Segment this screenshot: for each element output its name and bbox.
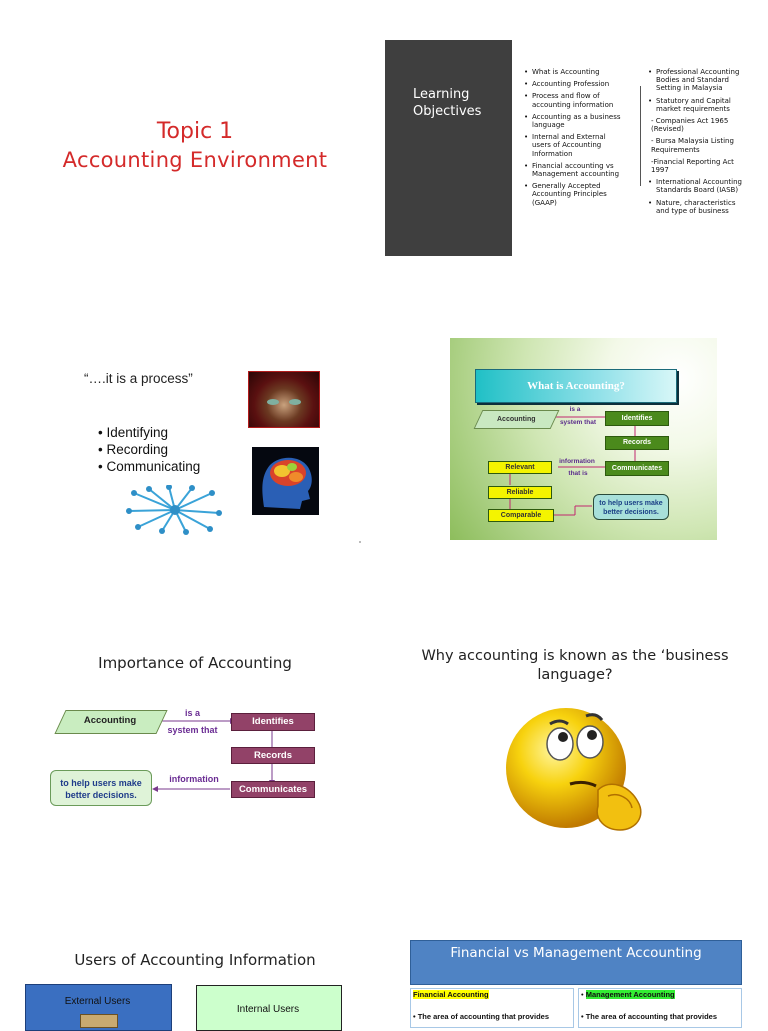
identifies-box: Identifies: [231, 713, 315, 731]
process-item: • Recording: [98, 441, 200, 458]
topic-number: Topic 1: [156, 119, 234, 144]
comparable-box: Comparable: [488, 509, 554, 522]
financial-definition: • The area of accounting that provides: [413, 1012, 549, 1021]
system-that-label: system that: [559, 419, 597, 426]
objective-item: • Nature, characteristics and type of business: [648, 199, 744, 215]
objective-item: • Accounting Profession: [524, 80, 624, 88]
people-network-icon: [124, 485, 226, 535]
eye-shape: [267, 399, 279, 405]
objective-item: • Financial accounting vs Management accounting: [524, 162, 624, 178]
decision-note: to help users make better decisions.: [593, 494, 669, 520]
topic-name: Accounting Environment: [62, 148, 328, 172]
objective-item: • Generally Accepted Accounting Principles (GAAP): [524, 182, 624, 207]
management-accounting-heading: Management Accounting: [585, 990, 675, 999]
decision-note: to help users make better decisions.: [50, 770, 152, 806]
management-definition-text: The area of accounting that provides: [585, 1012, 717, 1021]
identifies-box: Identifies: [605, 411, 669, 426]
what-is-accounting-header: What is Accounting?: [475, 369, 677, 403]
that-is-label: that is: [568, 470, 588, 477]
brain-head-image: [252, 447, 319, 515]
records-box: Records: [605, 436, 669, 450]
financial-accounting-column: [410, 988, 574, 1028]
process-item: • Communicating: [98, 458, 200, 475]
system-that-label: system that: [167, 725, 218, 735]
external-users-label: External Users: [64, 996, 131, 1007]
process-list: [98, 424, 200, 475]
importance-title: Importance of Accounting: [98, 654, 292, 672]
thinking-emoji-icon: [498, 706, 660, 832]
accounting-label: Accounting: [497, 416, 536, 423]
objective-item: • Professional Accounting Bodies and Standard Setting in Malaysia: [648, 68, 744, 93]
financial-vs-management-header: Financial vs Management Accounting: [410, 940, 742, 985]
accounting-label: Accounting: [83, 715, 137, 726]
objective-item: • Process and flow of accounting information: [524, 92, 624, 108]
management-definition: • The area of accounting that provides: [581, 1012, 717, 1021]
objective-subitem: - Bursa Malaysia Listing Requirements: [651, 137, 734, 154]
objective-item: • What is Accounting: [524, 68, 624, 76]
process-quote: “….it is a process”: [84, 371, 193, 386]
financial-definition-text: The area of accounting that provides: [417, 1012, 549, 1021]
objective-subitem: - Companies Act 1965 (Revised): [651, 117, 729, 134]
heading-line-2: Objectives: [413, 104, 482, 119]
management-accounting-column: • Management Accounting • The area of accounting that provides: [578, 988, 742, 1028]
column-divider: [640, 86, 641, 186]
objectives-column-2: [648, 68, 744, 219]
objective-subitem: -Financial Reporting Act 1997: [651, 157, 734, 175]
communicates-box: Communicates: [231, 781, 315, 798]
veiled-eyes-image: [248, 371, 320, 428]
business-language-question: Why accounting is known as the ‘business language?: [421, 648, 729, 683]
records-box: Records: [231, 747, 315, 764]
topic-title: [60, 118, 330, 174]
accounting-box: [474, 410, 560, 429]
process-item: • Identifying: [98, 424, 200, 441]
briefcase-icon: [80, 1014, 118, 1028]
objective-item: • Accounting as a business language: [524, 113, 624, 129]
learning-objectives-panel: [385, 40, 512, 256]
objective-item: • Statutory and Capital market requirements: [648, 97, 744, 113]
objective-item: • International Accounting Standards Board (IASB): [648, 178, 744, 194]
information-label: information: [169, 774, 219, 784]
relevant-box: Relevant: [488, 461, 552, 474]
users-title: Users of Accounting Information: [74, 951, 316, 969]
objectives-column-1: [524, 68, 624, 211]
learning-objectives-heading: [413, 86, 481, 120]
heading-line-1: Learning: [413, 87, 470, 102]
is-a-label: is a: [184, 708, 200, 718]
objective-item: • Internal and External users of Accounting Information: [524, 133, 624, 158]
internal-users-label: Internal Users: [236, 1004, 300, 1015]
is-a-label: is a: [569, 406, 581, 413]
reliable-box: Reliable: [488, 486, 552, 499]
information-label: information: [559, 458, 595, 465]
financial-accounting-heading: Financial Accounting: [413, 990, 489, 999]
stray-dot: [359, 541, 361, 543]
communicates-box: Communicates: [605, 461, 669, 476]
eye-shape: [289, 399, 301, 405]
